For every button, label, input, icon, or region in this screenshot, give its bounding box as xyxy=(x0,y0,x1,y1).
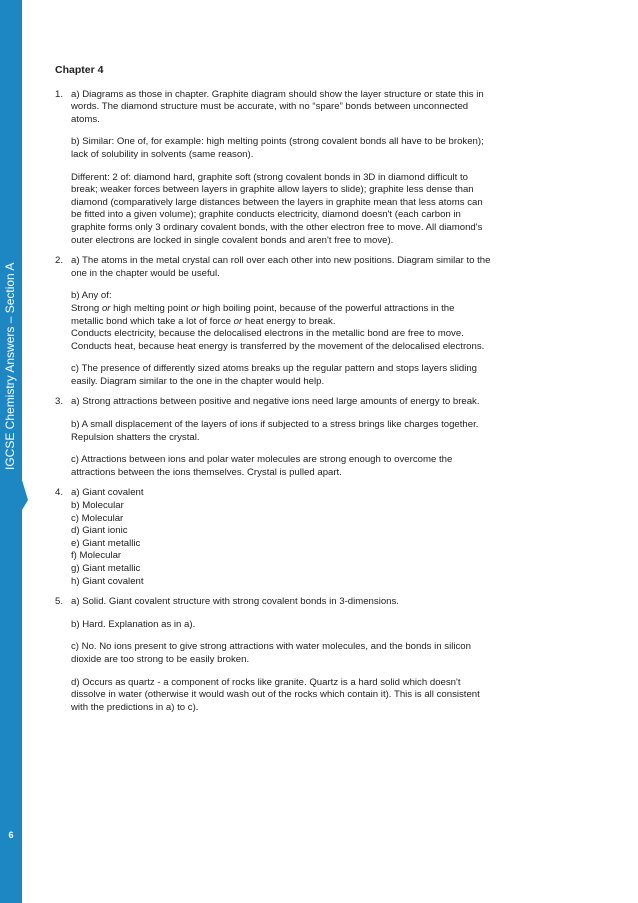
question-number: 4. xyxy=(55,487,64,499)
list-item: h) Giant covalent xyxy=(71,575,144,587)
list-item: a) Giant covalent xyxy=(71,487,144,499)
text-line: be fitted into a given volume); graphite conducts electricity, diamond doesn't (each carbon in xyxy=(71,209,461,221)
text-line: b) Similar: One of, for example: high melting points (strong covalent bonds all have to be broken); xyxy=(71,136,484,148)
text-line: dioxide are too strong to be easily broken. xyxy=(71,653,250,665)
question-2 xyxy=(55,255,555,388)
list-item: f) Molecular xyxy=(71,550,122,562)
text-line: a) Solid. Giant covalent structure with strong covalent bonds in 3-dimensions. xyxy=(71,596,399,608)
text-line: outer electrons are locked in single covalent bonds and aren't free to move). xyxy=(71,234,394,246)
question-number: 2. xyxy=(55,255,64,267)
text-line: Strong or high melting point or high boiling point, because of the powerful attractions in the xyxy=(71,302,455,314)
text-line: diamond (comparatively large distances between the layers in graphite mean that less atoms can xyxy=(71,196,483,208)
question-number: 3. xyxy=(55,396,64,408)
side-section-title: IGCSE Chemistry Answers – Section A xyxy=(3,262,17,470)
question-number: 1. xyxy=(55,88,64,100)
text-line: attractions between the ions themselves. Crystal is pulled apart. xyxy=(71,466,342,478)
answer-paragraph xyxy=(71,419,555,444)
question-1 xyxy=(55,89,555,248)
list-item: g) Giant metallic xyxy=(71,563,141,574)
text-line: with the predictions in a) to c). xyxy=(71,701,199,713)
side-band-wedge xyxy=(22,0,36,903)
text-line: dissolve in water (otherwise it would wash out of the rocks which contain it). This is all consistent xyxy=(71,689,480,701)
text-line: atoms. xyxy=(71,113,100,125)
text-line: break; weaker forces between layers in graphite allow layers to slide); graphite less dense than xyxy=(71,184,474,196)
answer-paragraph xyxy=(71,290,555,353)
list-item: d) Giant ionic xyxy=(71,525,128,537)
answer-paragraph xyxy=(71,136,555,161)
text-line: metallic bond which take a lot of force or heat energy to break. xyxy=(71,315,336,327)
answer-paragraph xyxy=(71,255,555,280)
text-line: Repulsion shatters the crystal. xyxy=(71,431,200,443)
answer-paragraph xyxy=(71,454,555,479)
text-line: easily. Diagram similar to the one in the chapter would help. xyxy=(71,375,325,387)
text-line: c) Attractions between ions and polar water molecules are strong enough to overcome the xyxy=(71,454,453,466)
answer-paragraph xyxy=(71,396,555,409)
document-body xyxy=(55,64,555,722)
text-line: c) The presence of differently sized atoms breaks up the regular pattern and stops layers sliding xyxy=(71,363,478,375)
text-line: a) Diagrams as those in chapter. Graphite diagram should show the layer structure or state this in xyxy=(71,88,484,100)
answer-paragraph xyxy=(71,641,555,666)
answer-paragraph xyxy=(71,677,555,715)
text-line: Conducts heat, because heat energy is transferred by the movement of the delocalised electrons. xyxy=(71,340,485,352)
list-item: b) Molecular xyxy=(71,500,124,512)
answer-paragraph xyxy=(71,596,555,609)
answer-paragraph xyxy=(71,89,555,127)
text-line: b) Hard. Explanation as in a). xyxy=(71,618,196,630)
text-line: a) The atoms in the metal crystal can roll over each other into new positions. Diagram similar to the xyxy=(71,255,491,267)
answer-paragraph xyxy=(71,619,555,632)
chapter-title: Chapter 4 xyxy=(55,64,104,76)
text-line: d) Occurs as quartz - a component of rocks like granite. Quartz is a hard solid which doesn't xyxy=(71,676,461,688)
question-number: 5. xyxy=(55,596,64,608)
answer-paragraph xyxy=(71,363,555,388)
text-line: Different: 2 of: diamond hard, graphite soft (strong covalent bonds in 3D in diamond difficult to xyxy=(71,171,468,183)
question-3 xyxy=(55,396,555,479)
question-4 xyxy=(55,487,555,588)
text-line: a) Strong attractions between positive and negative ions need large amounts of energy to break. xyxy=(71,396,480,408)
list-item: c) Molecular xyxy=(71,512,124,524)
answer-paragraph xyxy=(71,172,555,248)
text-line: one in the chapter would be useful. xyxy=(71,267,220,279)
text-line: Conducts electricity, because the delocalised electrons in the metallic bond are free to move. xyxy=(71,328,464,340)
text-line: graphite forms only 3 ordinary covalent bonds, with the other electron free to move. All diamond's xyxy=(71,221,483,233)
answer-list xyxy=(71,487,555,588)
side-band xyxy=(0,0,22,903)
question-5 xyxy=(55,596,555,714)
text-line: b) Any of: xyxy=(71,290,112,302)
text-line: words. The diamond structure must be accurate, with no “spare” bonds between unconnected xyxy=(71,101,469,113)
text-line: c) No. No ions present to give strong attractions with water molecules, and the bonds in silicon xyxy=(71,641,471,653)
text-line: lack of solubility in solvents (same reason). xyxy=(71,148,254,160)
text-line: b) A small displacement of the layers of ions if subjected to a stress brings like charges together. xyxy=(71,419,479,431)
list-item: e) Giant metallic xyxy=(71,537,141,549)
page-number: 6 xyxy=(8,830,14,840)
